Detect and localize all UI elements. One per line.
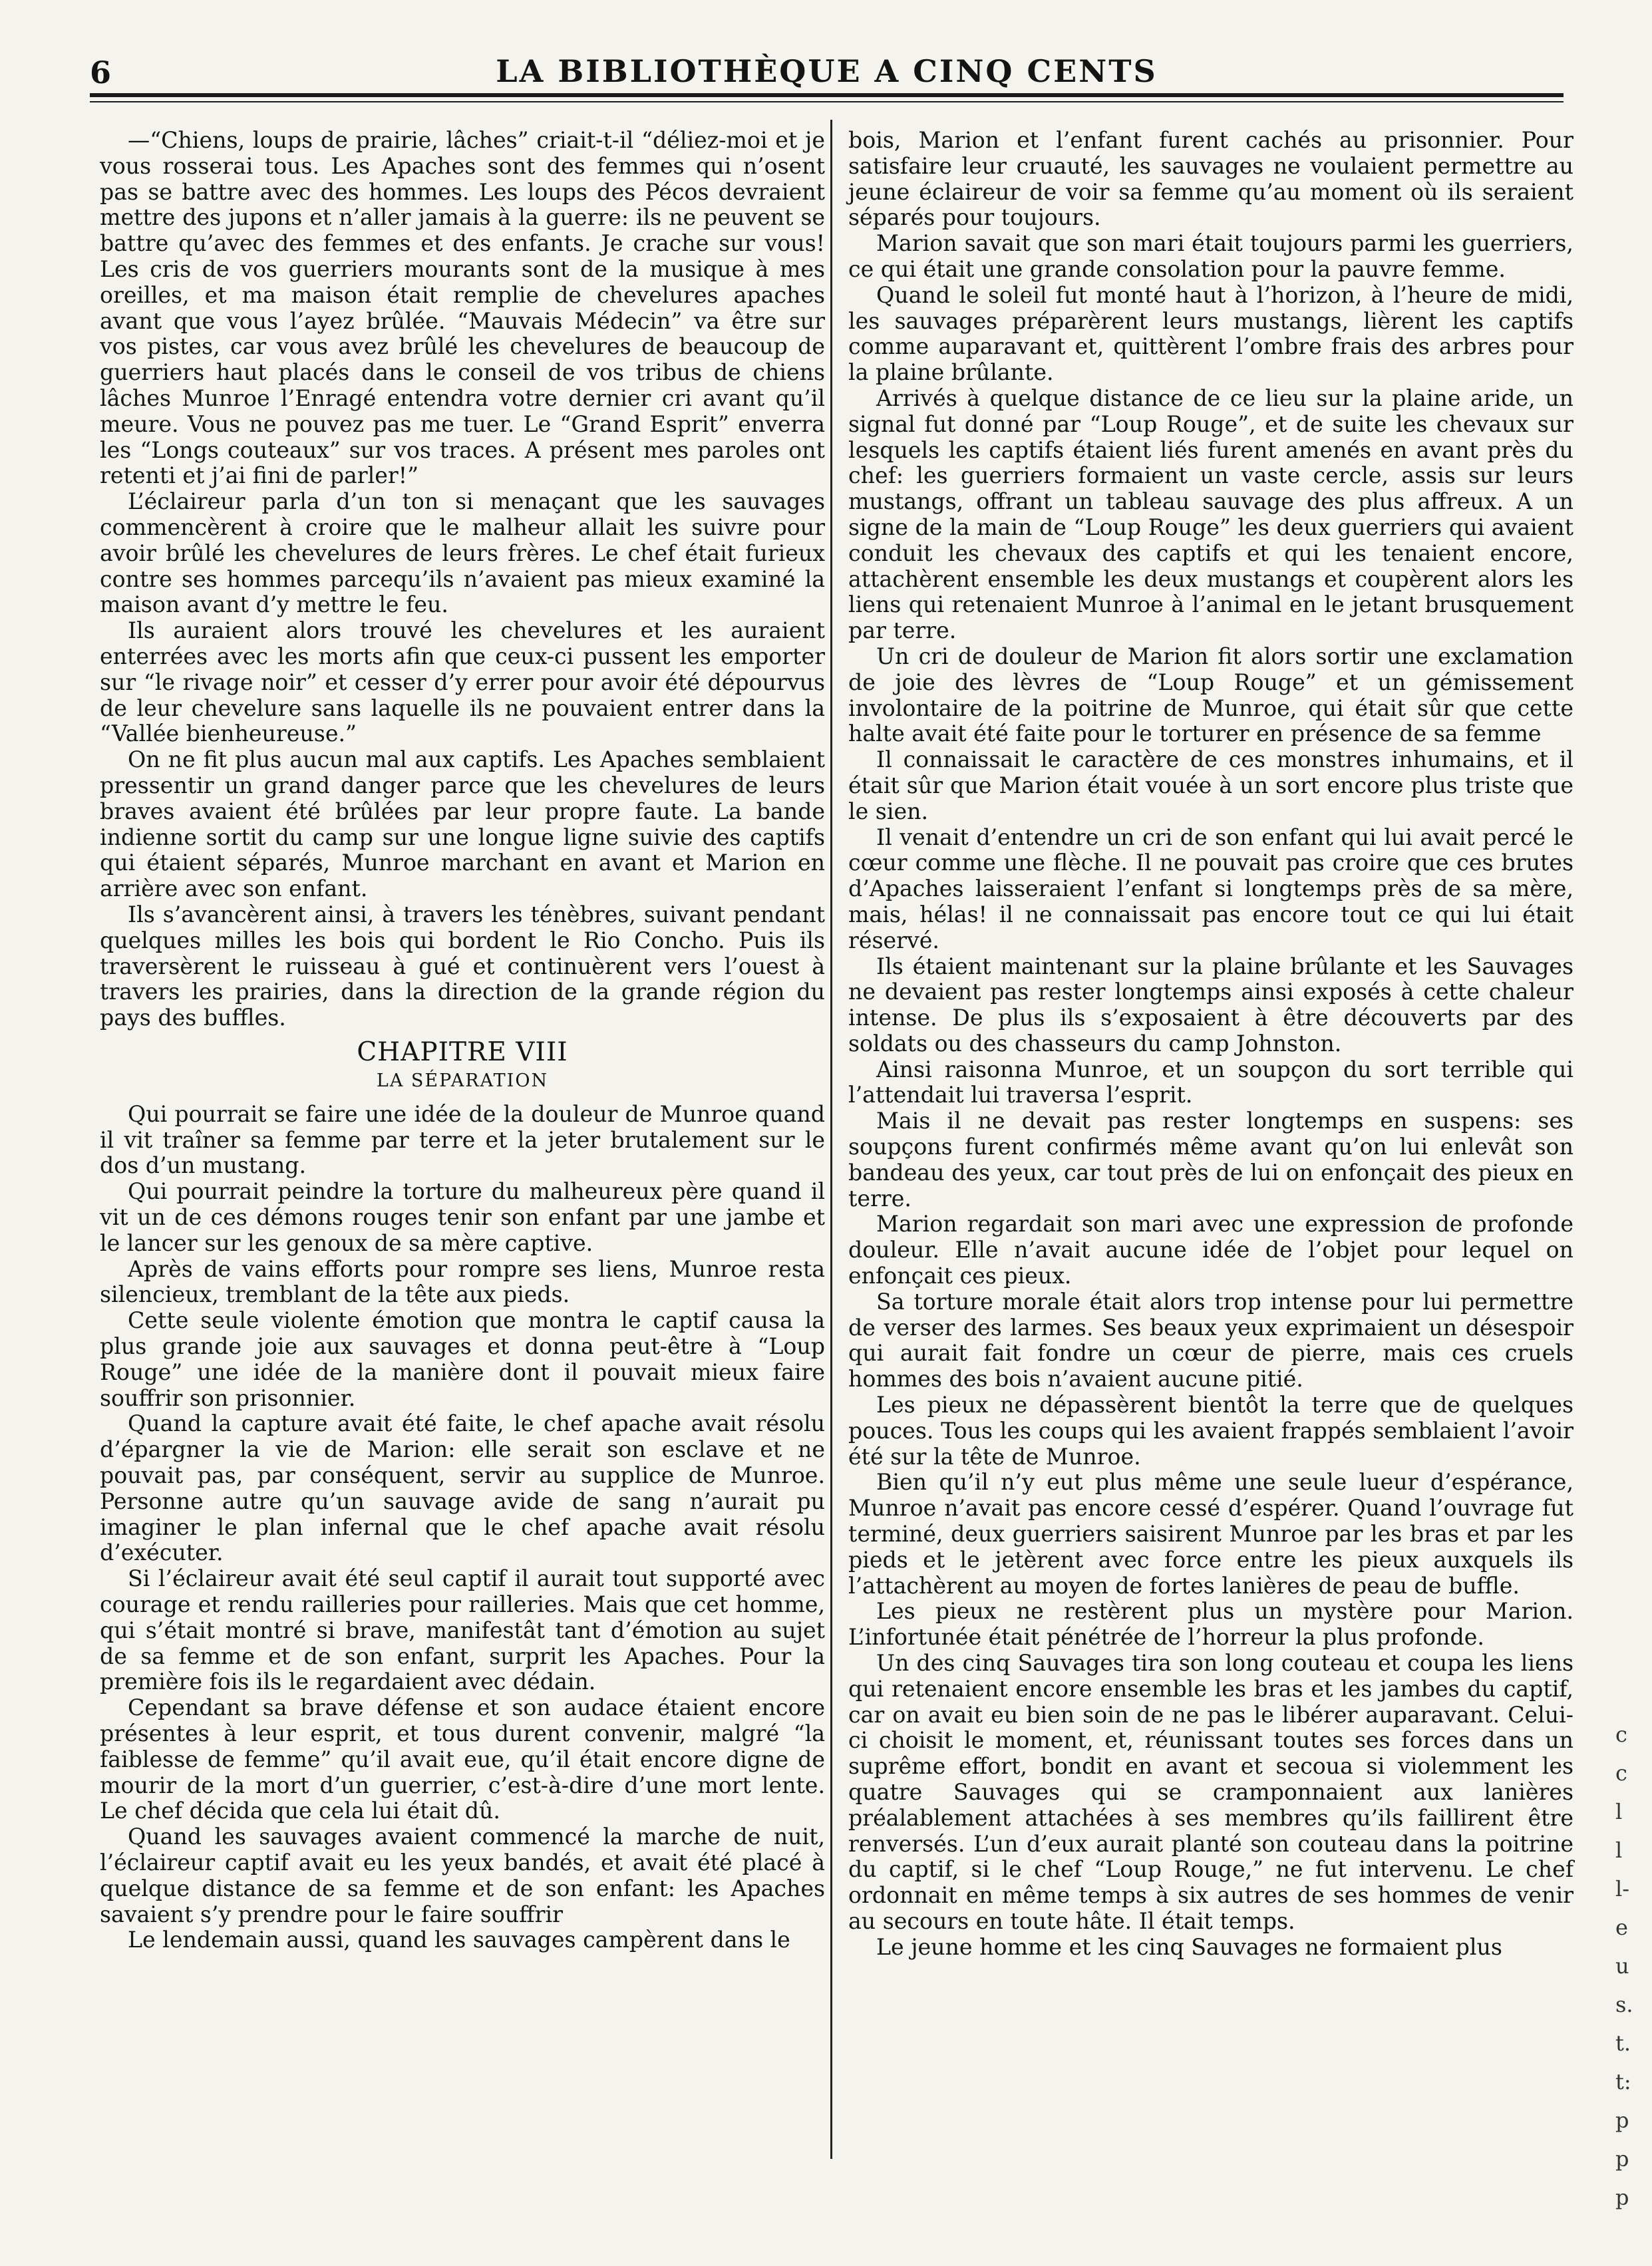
paragraph: Après de vains efforts pour rompre ses liens, Munroe resta silencieux, tremblant de la tête aux pieds.: [100, 1255, 825, 1308]
header-rule-thick: [90, 93, 1564, 97]
paragraph: Les pieux ne restèrent plus un mystère pour Marion. L’infortunée était pénétrée de l’horreur la plus profonde.: [848, 1598, 1573, 1651]
paragraph: Ils étaient maintenant sur la plaine brûlante et les Sauvages ne devaient pas rester longtemps ainsi exposés à cette chaleur intense. De plus ils s’exposaient à être découverts par des soldats ou des chasseurs du camp Johnston.: [848, 953, 1573, 1056]
paragraph: Ils auraient alors trouvé les chevelures et les auraient enterrées avec les morts afin que ceux-ci pussent les emporter sur “le rivage noir” et cesser d’y errer pour avoir été dépourvus de leur chevelure sans laquelle ils ne pouvaient entrer dans la “Vallée bienheureuse.”: [100, 617, 825, 747]
adjacent-page-margin-fragments: [1615, 1715, 1642, 2217]
paragraph: On ne fit plus aucun mal aux captifs. Les Apaches semblaient pressentir un grand danger parce que les chevelures de leurs braves avaient été brûlées par leur propre faute. La bande indienne sortit du camp sur une longue ligne suivie des captifs qui étaient séparés, Munroe marchant en avant et Marion en arrière avec son enfant.: [100, 746, 825, 902]
paragraph: Marion regardait son mari avec une expression de profonde douleur. Elle n’avait aucune idée de l’objet pour lequel on enfonçait ces pieux.: [848, 1211, 1573, 1289]
paragraph: Quand le soleil fut monté haut à l’horizon, à l’heure de midi, les sauvages préparèrent leurs mustangs, lièrent les captifs comme auparavant et, quittèrent l’ombre frais des arbres pour la plaine brûlante.: [848, 281, 1573, 386]
margin-fragment: l: [1615, 1799, 1623, 1824]
paragraph: Quand la capture avait été faite, le chef apache avait résolu d’épargner la vie de Marion: elle serait son esclave et ne pouvait pas, par conséquent, servir au supplice de Munroe. Personne autre qu’un sauvage avide de sang n’aurait pu imaginer le plan infernal que le chef apache avait résolu d’exécuter.: [100, 1410, 825, 1566]
paragraph: Un cri de douleur de Marion fit alors sortir une exclamation de joie des lèvres de “Loup Rouge” et un gémissement involontaire de la poitrine de Munroe, qui était sûr que cette halte avait été faite pour le torturer en présence de sa femme: [848, 643, 1573, 747]
margin-fragment: u: [1615, 1953, 1629, 1979]
paragraph: Ainsi raisonna Munroe, et un soupçon du sort terrible qui l’attendait lui traversa l’esprit.: [848, 1056, 1573, 1108]
margin-fragment: e: [1615, 1915, 1628, 1940]
paragraph: Les pieux ne dépassèrent bientôt la terre que de quelques pouces. Tous les coups qui les avaient frappés semblaient l’avoir été sur la tête de Munroe.: [848, 1392, 1573, 1470]
left-column: [100, 128, 825, 1953]
margin-fragment: c: [1615, 1760, 1627, 1786]
paragraph: L’éclaireur parla d’un ton si menaçant que les sauvages commencèrent à croire que le malheur allait les suivre pour avoir brûlé les chevelures de leurs frères. Le chef était furieux contre ses hommes parcequ’ils n’avaient pas mieux examiné la maison avant d’y mettre le feu.: [100, 488, 825, 618]
paragraph: Qui pourrait peindre la torture du malheureux père quand il vit un de ces démons rouges tenir son enfant par une jambe et le lancer sur les genoux de sa mère captive.: [100, 1178, 825, 1256]
paragraph: Il venait d’entendre un cri de son enfant qui lui avait percé le cœur comme une flèche. Il ne pouvait pas croire que ces brutes d’Apaches laisseraient l’enfant si longtemps près de sa mère, mais, hélas! il ne connaissait pas encore tout ce qui lui était réservé.: [848, 824, 1573, 953]
paragraph: Mais il ne devait pas rester longtemps en suspens: ses soupçons furent confirmés même avant qu’on lui enlevât son bandeau des yeux, car tout près de lui on enfonçait des pieux en terre.: [848, 1108, 1573, 1212]
paragraph: Le jeune homme et les cinq Sauvages ne formaient plus: [876, 1933, 1502, 1960]
paragraph: Si l’éclaireur avait été seul captif il aurait tout supporté avec courage et rendu railleries pour railleries. Mais que cet homme, qui s’était montré si brave, manifestât tant d’émotion au sujet de sa femme et de son enfant, surprit les Apaches. Pour la première fois ils le regardaient avec dédain.: [100, 1565, 825, 1695]
paragraph: Cette seule violente émotion que montra le captif causa la plus grande joie aux sauvages et donna peut-être à “Loup Rouge” une idée de la manière dont il pouvait mieux faire souffrir son prisonnier.: [100, 1307, 825, 1411]
margin-fragment: t:: [1615, 2069, 1631, 2094]
publication-title: LA BIBLIOTHÈQUE A CINQ CENTS: [496, 53, 1158, 89]
margin-fragment: s.: [1615, 1992, 1633, 2017]
paragraph: Bien qu’il n’y eut plus même une seule lueur d’espérance, Munroe n’avait pas encore cessé d’espérer. Quand l’ouvrage fut terminé, deux guerriers saisirent Munroe par les bras et par les pieds et le jetèrent avec force entre les pieux auxquels ils l’attachèrent au moyen de fortes lanières de peau de buffle.: [848, 1469, 1573, 1599]
paragraph: Qui pourrait se faire une idée de la douleur de Munroe quand il vit traîner sa femme par terre et la jeter brutalement sur le dos d’un mustang.: [100, 1100, 825, 1179]
margin-fragment: p: [1615, 2146, 1629, 2172]
margin-fragment: t.: [1615, 2030, 1631, 2056]
page-number: 6: [90, 55, 112, 90]
margin-fragment: c: [1615, 1722, 1627, 1747]
chapter-title: CHAPITRE VIII: [357, 1037, 568, 1067]
paragraph: Sa torture morale était alors trop intense pour lui permettre de verser des larmes. Ses beaux yeux exprimaient un désespoir qui aurait fait fondre un cœur de pierre, mais ces cruels hommes des bois n’avaient aucune pitié.: [848, 1288, 1573, 1392]
paragraph: —“Chiens, loups de prairie, lâches” criait-t-il “déliez-moi et je vous rosserai tous. Les Apaches sont des femmes qui n’osent pas se battre avec des hommes. Les loups des Pécos devraient mettre des jupons et n’aller jamais à la guerre: ils ne peuvent se battre qu’avec des femmes et des enfants. Je crache sur vous! Les cris de vos guerriers mourants sont de la musique à mes oreilles, et ma maison était remplie de chevelures apaches avant que vous l’ayez brûlée. “Mauvais Médecin” va être sur vos pistes, car vous avez brûlé les chevelures de beaucoup de guerriers haut placés dans le conseil de vos tribus de chiens lâches Munroe l’Enragé entendra votre dernier cri avant qu’il meure. Vous ne pouvez pas me tuer. Le “Grand Esprit” enverra les “Longs couteaux” sur vos traces. A présent mes paroles ont retenti et j’ai fini de parler!”: [100, 127, 825, 489]
margin-fragment: p: [1615, 2185, 1629, 2210]
paragraph: Un des cinq Sauvages tira son long couteau et coupa les liens qui retenaient encore ensemble les bras et les jambes du captif, car on avait eu bien soin de ne pas le libérer auparavant. Celui-ci choisit le moment, et, réunissant toutes ses forces dans un suprême effort, bondit en avant et secoua si violemment les quatre Sauvages qui se cramponnaient aux lanières préalablement attachées à ses membres qu’ils faillirent être renversés. L’un d’eux aurait planté son couteau dans la poitrine du captif, si le chef “Loup Rouge,” ne fut intervenu. Le chef ordonnait en même temps à six autres de ses hommes de venir au secours en toute hâte. Il était temps.: [848, 1650, 1573, 1934]
paragraph: Arrivés à quelque distance de ce lieu sur la plaine aride, un signal fut donné par “Loup Rouge”, et de suite les chevaux sur lesquels les captifs étaient liés furent amenés en avant près du chef: les guerriers formaient un vaste cercle, assis sur leurs mustangs, offrant un tableau sauvage des plus affreux. A un signe de la main de “Loup Rouge” les deux guerriers qui avaient conduit les chevaux des captifs et qui les tenaient encore, attachèrent ensemble les deux mustangs et coupèrent alors les liens qui retenaient Munroe à l’animal en le jetant brusquement par terre.: [848, 385, 1573, 644]
paragraph: Le lendemain aussi, quand les sauvages campèrent dans le: [128, 1927, 790, 1953]
margin-fragment: l-: [1615, 1876, 1630, 1901]
chapter-subtitle: LA SÉPARATION: [376, 1070, 549, 1091]
paragraph: Quand les sauvages avaient commencé la marche de nuit, l’éclaireur captif avait eu les yeux bandés, et avait été placé à quelque distance de sa femme et de son enfant: les Apaches savaient s’y prendre pour le faire souffrir: [100, 1824, 825, 1927]
margin-fragment: l: [1615, 1838, 1623, 1863]
column-divider: [830, 120, 832, 2159]
paragraph: bois, Marion et l’enfant furent cachés au prisonnier. Pour satisfaire leur cruauté, les sauvages ne voulaient permettre au jeune éclaireur de voir sa femme qu’au moment où ils seraient séparés pour toujours.: [848, 127, 1573, 231]
paragraph: Ils s’avancèrent ainsi, à travers les ténèbres, suivant pendant quelques milles les bois qui bordent le Rio Concho. Puis ils traversèrent le ruisseau à gué et continuèrent vers l’ouest à travers les prairies, dans la direction de la grande région du pays des buffles.: [100, 901, 825, 1031]
margin-fragment: p: [1615, 2108, 1629, 2133]
paragraph: Cependant sa brave défense et son audace étaient encore présentes à leur esprit, et tous durent convenir, malgré “la faiblesse de femme” qu’il avait eue, qu’il était encore digne de mourir de la mort d’un guerrier, c’est-à-dire d’une mort lente. Le chef décida que cela lui était dû.: [100, 1695, 825, 1824]
paragraph: Marion savait que son mari était toujours parmi les guerriers, ce qui était une grande consolation pour la pauvre femme.: [848, 230, 1573, 282]
page-header: [90, 52, 1564, 92]
paragraph: Il connaissait le caractère de ces monstres inhumains, et il était sûr que Marion était vouée à un sort encore plus triste que le sien.: [848, 746, 1573, 824]
header-rule-thin: [90, 101, 1564, 102]
right-column: [848, 128, 1573, 1961]
